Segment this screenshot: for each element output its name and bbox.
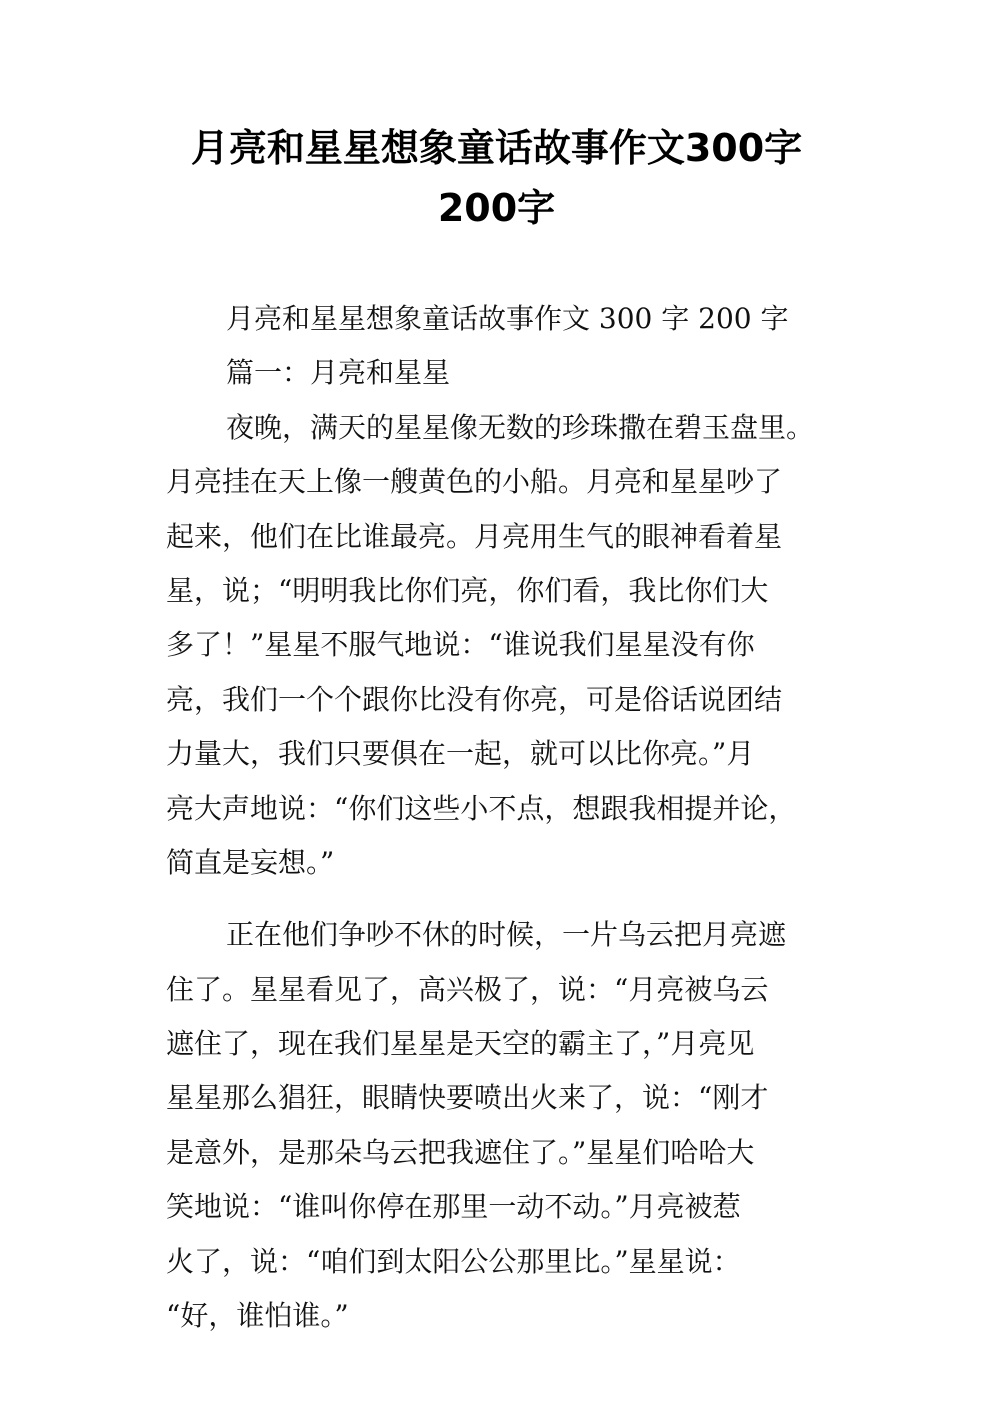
paragraph-line: 夜晚，满天的星星像无数的珍珠撒在碧玉盘里。 [226, 410, 815, 444]
paragraph-line: 星，说；“明明我比你们亮，你们看，我比你们大 [166, 573, 769, 607]
paragraph-line: 简直是妄想。” [166, 845, 335, 879]
title-line: 月亮和星星想象童话故事作文300字 [190, 126, 803, 170]
paragraph-line: 月亮挂在天上像一艘黄色的小船。月亮和星星吵了 [166, 465, 783, 499]
paragraph-line: 遮住了，现在我们星星是天空的霸主了，”月亮见 [166, 1027, 755, 1061]
paragraph-line: 星星那么猖狂，眼睛快要喷出火来了，说：“刚才 [166, 1081, 769, 1115]
paragraph-line: 住了。星星看见了，高兴极了，说：“月亮被乌云 [166, 972, 769, 1006]
paragraph-line: 多了！”星星不服气地说：“谁说我们星星没有你 [166, 628, 755, 662]
document-title [120, 118, 873, 238]
paragraph-line: 力量大，我们只要俱在一起，就可以比你亮。”月 [166, 737, 755, 771]
paragraph-line: 火了，说：“咱们到太阳公公那里比。”星星说： [166, 1244, 741, 1278]
paragraph-spacer [166, 890, 838, 908]
paragraph-1 [166, 401, 838, 891]
paragraph-line: 亮，我们一个个跟你比没有你亮，可是俗话说团结 [166, 682, 783, 716]
paragraph-2 [166, 908, 838, 1343]
paragraph-line: 笑地说：“谁叫你停在那里一动不动。”月亮被惹 [166, 1190, 741, 1224]
paragraph-line: 是意外，是那朵乌云把我遮住了。”星星们哈哈大 [166, 1135, 755, 1169]
document-body [166, 292, 838, 1343]
paragraph-line: 起来，他们在比谁最亮。月亮用生气的眼神看着星 [166, 519, 783, 553]
title-line: 200字 [437, 186, 556, 230]
subtitle: 月亮和星星想象童话故事作文 300 字 200 字 [226, 302, 789, 335]
section-heading: 篇一：月亮和星星 [226, 356, 451, 390]
paragraph-line: 正在他们争吵不休的时候，一片乌云把月亮遮 [226, 918, 787, 952]
paragraph-line: 亮大声地说：“你们这些小不点，想跟我相提并论， [166, 791, 797, 825]
paragraph-line: “好，谁怕谁。” [166, 1299, 349, 1333]
